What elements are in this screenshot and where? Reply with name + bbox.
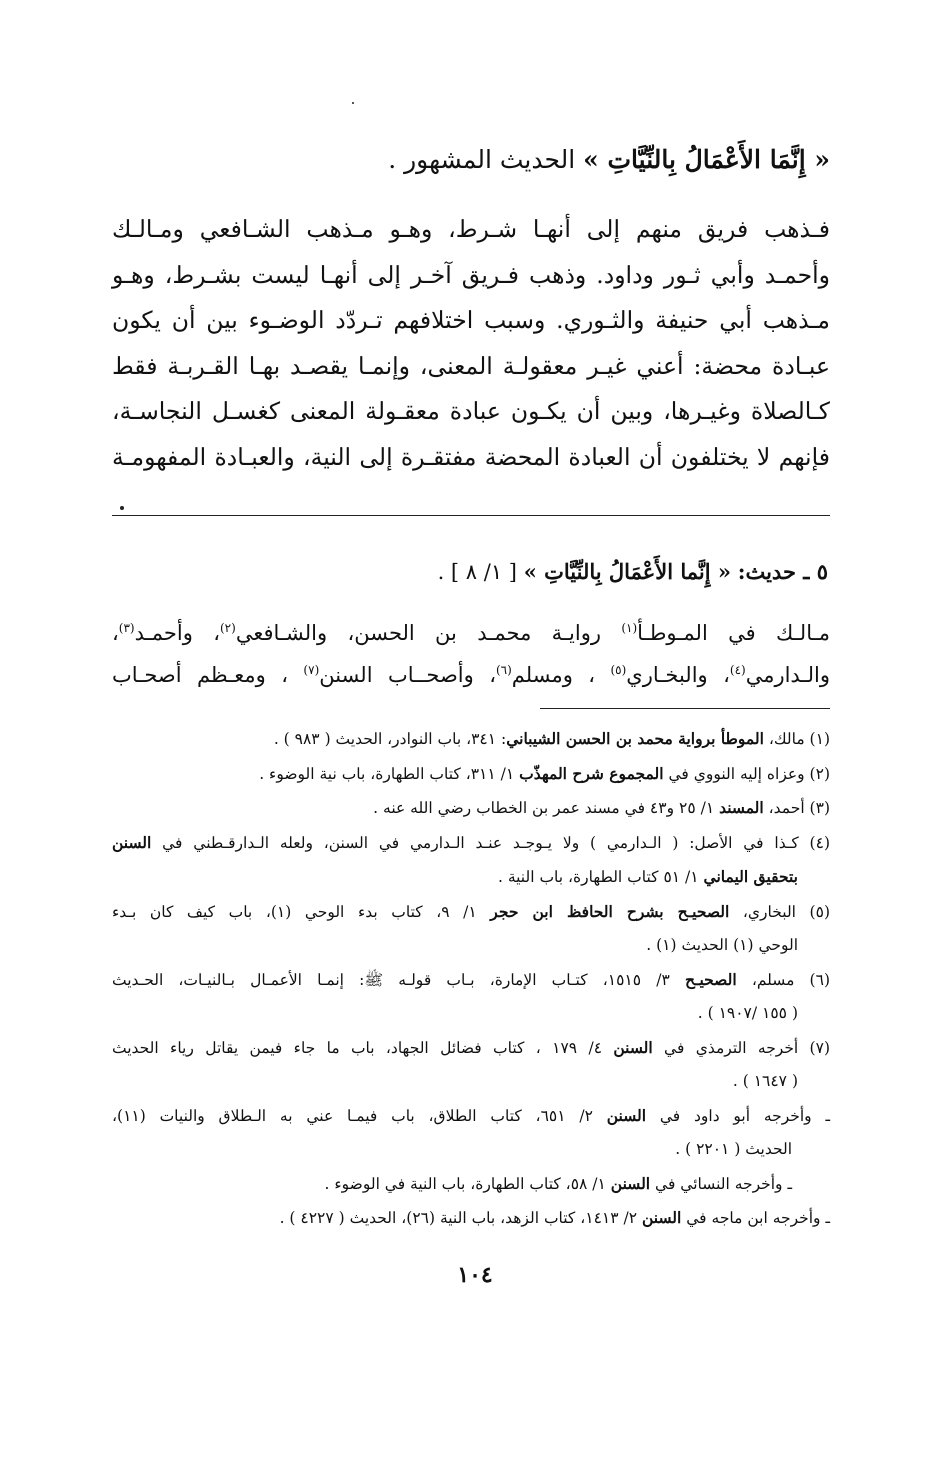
footnote-text: ـ وأخرجه ابن ماجه في [681,1209,830,1227]
main-paragraph [112,207,830,480]
footnote-4-line-1 [112,826,830,861]
narration-text: ، ومسلم [511,663,611,687]
narration-line-2 [112,654,830,696]
footnote-text: ـ وأخرجه أبو داود في [646,1106,830,1125]
hadith-heading-line [110,140,830,180]
narration-paragraph [112,612,830,696]
footnote-1 [112,722,830,757]
footnote-source: السنن [613,1037,653,1057]
narration-text: ، وأصحــاب السنن [319,663,496,687]
footnote-ref: (٧) [303,663,320,677]
section-reference: [ ١/ ٨ ] . [437,560,517,584]
footnote-10 [112,1201,830,1236]
footnote-divider [540,708,830,709]
main-paragraph-line: عبـادة محضة: أعني غيـر معقولـة المعنى، وإنمـا يقصـد بهـا القـربـة فقط [112,351,830,380]
section-number: ٥ ـ حديث: [737,559,828,584]
footnote-text: (٤) كـذا في الأصل: ( الـدارمي ) ولا يـوجـد عنـد الـدارمي في السنن، ولعله الـدارقـطني في [151,833,830,852]
footnote-source: المجموع شرح المهذّب [519,763,664,783]
main-paragraph-line: فإنهم لا يختلفون أن العبادة المحضة مفتقـرة إلى النية، والعبـادة المفهومـة [112,442,830,471]
narration-text: مـالـك في المـوطـأ [637,621,830,645]
footnote-text: (٦) مسلم، [736,970,830,989]
footnote-text: ٢/ ٦٥١، كتاب الطلاق، باب فيمـا عني به الـطلاق والنيات (١١)، [112,1106,607,1125]
section-hadith: « إِنَّما الأَعْمَالُ بِالنِّيَّاتِ » [523,559,732,584]
footnote-8-line-2: الحديث ( ٢٢٠١ ) . [675,1140,792,1158]
narration-text: روايـة محمـد بن الحسن، والشـافعي [235,621,622,645]
hadith-heading-rest: الحديث المشهور . [388,145,576,174]
footnote-text: ٢/ ١٤١٣، كتاب الزهد، باب النية (٢٦)، الحديث ( ٤٢٢٧ ) . [279,1209,642,1227]
main-paragraph-line: كـالصلاة وغيـرها، وبين أن يكـون عبادة معقـولة المعنى كغسـل النجاسـة، [112,397,830,425]
footnote-5-line-1 [112,895,830,930]
footnote-text: (١) مالك، [763,730,830,748]
footnote-4-line-2 [112,860,830,895]
section-heading [128,555,828,589]
footnote-text: (٢) وعزاه إليه النووي في [663,764,830,783]
footnote-6-line-1 [112,963,830,998]
footnote-8-line-1 [112,1099,830,1134]
footnote-source: السنن [606,1105,647,1125]
footnote-text: (٣) أحمد، [763,799,830,817]
page-number: ١٠٤ [457,1262,493,1288]
footnote-2 [112,757,830,792]
footnote-source: السنن [112,832,152,852]
footnote-text: ١/ ٢٥ و٤٣ في مسند عمر بن الخطاب رضي الله عنه . [373,799,720,817]
footnote-ref: (٣) [118,621,135,635]
narration-text: ، والبخـاري [626,663,730,687]
footnote-text: ٤/ ١٧٩ ، كتاب فضائل الجهاد، باب ما جاء فيمن يقاتل رياء الحديث [112,1038,614,1057]
main-paragraph-line: وأحمـد وأبي ثـور وداود. وذهب فـريق آخـر إلى أنهـا ليست بشـرط، وهـو [112,260,830,289]
footnote-text: ـ وأخرجه النسائي في [650,1174,792,1193]
footnote-source: بتحقيق اليماني [703,867,798,886]
footnote-9 [112,1167,830,1202]
footnote-text: ١/ ٩، كتاب بدء الوحي (١)، باب كيف كان بـدء [112,902,491,921]
narration-text: ، [112,621,119,645]
footnote-text: (٥) البخاري، [729,902,830,921]
main-paragraph-line: فـذهب فريق منهم إلى أنهـا شـرط، وهـو مـذهب الشـافعي ومـالـك [112,215,830,243]
scan-speck [352,102,354,104]
footnote-source: الصحيـح بشرح الحافظ ابن حجر [490,901,730,921]
footnote-text: ١/ ٥١ كتاب الطهارة، باب النية . [497,868,704,886]
footnote-3 [112,791,830,826]
footnote-text: ١/ ٣١١، كتاب الطهارة، باب نية الوضوء . [259,764,520,783]
footnote-ref: (٥) [610,663,627,677]
main-paragraph-line: مـذهب أبي حنيفة والثـوري. وسبب اختلافهم تـردّد الوضـوء بين أن يكون [112,306,830,334]
footnote-7-line-1 [112,1031,830,1066]
footnote-6-line-2: ( ١٥٥ /١٩٠٧ ) . [697,1004,798,1022]
footnote-source: السنن [610,1173,651,1193]
footnote-7-line-2: ( ١٦٤٧ ) . [732,1072,798,1090]
footnote-source: الصحيـح [684,969,737,989]
narration-line-1 [112,612,830,654]
footnote-source: السنن [641,1208,682,1227]
footnote-source: الموطأ برواية محمد بن الحسن الشيباني [506,729,764,748]
footnote-text: ١/ ٥٨، كتاب الطهارة، باب النية في الوضوء . [324,1174,611,1193]
footnote-ref: (٦) [495,663,512,677]
footnotes [112,722,830,1236]
footnote-source: المسند [719,798,764,817]
main-divider [112,515,830,516]
narration-text: ، وأحمـد [134,621,220,645]
footnote-ref: (١) [621,621,638,635]
footnote-text: : ٣٤١، باب النوادر، الحديث ( ٩٨٣ ) . [273,730,507,748]
footnote-text: (٧) أخرجه الترمذي في [652,1038,831,1057]
footnote-ref: (٤) [729,663,746,677]
narration-text: ، ومعـظم أصحـاب [112,663,304,687]
hadith-heading-bold: « إِنَّمَا الأَعْمَالُ بِالنِّيَّاتِ » [583,145,830,174]
narration-text: والـدارمي [745,663,830,687]
footnote-5-line-2: الوحي (١) الحديث (١) . [646,936,798,954]
footnote-text: ٣/ ١٥١٥، كتـاب الإمارة، بـاب قولـه ﷺ: إنمـا الأعمـال بـالنيـات، الحـديث [112,970,685,989]
footnote-ref: (٢) [219,621,236,635]
divider-dot [120,506,124,510]
